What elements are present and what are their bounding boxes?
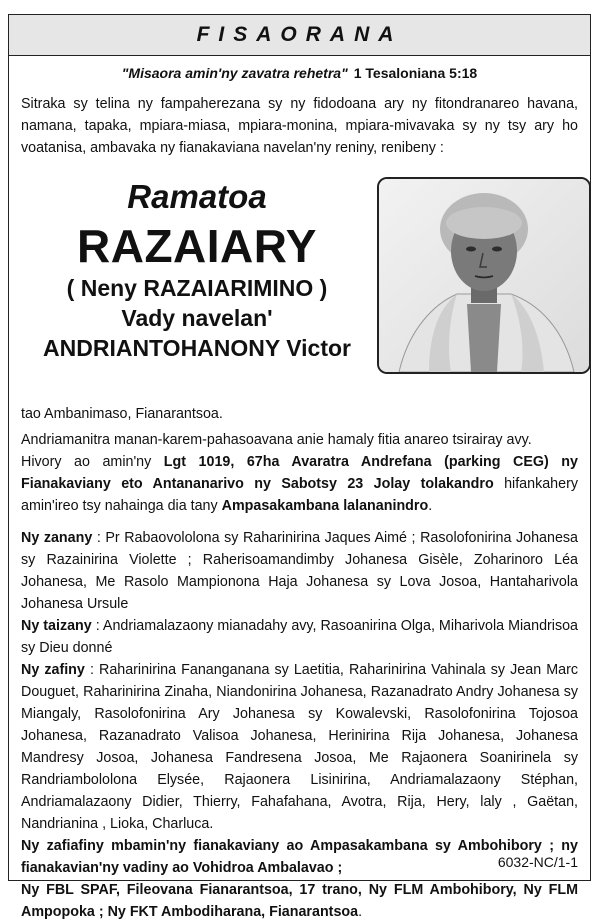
verse-reference: 1 Tesaloniana 5:18	[353, 65, 478, 81]
burial-text-2: hifankahery amin'ireo tsy nahainga dia tany	[21, 476, 578, 514]
burial-text-1: Hivory ao amin'ny	[21, 454, 164, 470]
foster-children-label: Ny taizany	[21, 618, 92, 634]
burial-location: Lgt 1019, 67ha Avaratra Andrefana (parking CEG) ny Fianakaviany eto Antananarivo ny Sabotsy 23 Jolay tolakandro	[21, 454, 578, 492]
foster-children-list: : Andriamalazaony mianadahy avy, Rasoanirina Olga, Miharivola Miandrisoa sy Dieu donné	[21, 618, 579, 656]
grandchildren-label: Ny zafiny	[21, 662, 85, 678]
organizations-paragraph	[21, 879, 578, 923]
grandchildren-paragraph	[21, 659, 578, 835]
obituary-notice	[8, 14, 591, 920]
spouse-name: ANDRIANTOHANONY Victor	[43, 335, 351, 361]
deceased-alias: ( Neny RAZAIARIMINO )	[66, 275, 328, 301]
bible-verse	[21, 65, 578, 81]
intro-paragraph: Sitraka sy telina ny fampaherezana sy ny fidodoana ary ny fitondranareo havana, namana, tapaka, mpiara-miasa, mpiara-monina, mpiara-mivavaka sy ny tsy ary ho voatanisa, ambavaka ny fianakaviana navelan'ny reniny, renibeny :	[21, 96, 578, 156]
verse-quote: "Misaora amin'ny zavatra rehetra"	[121, 65, 348, 81]
grandchildren-list: : Raharinirina Fananganana sy Laetitia, Raharinirina Vahinala sy Jean Marc Douguet, Raharinirina Zinaha, Niandonirina Johanesa, Razanadrato Andry Johanesa sy Miangaly, Rasolofonirina Ary Johanesa sy Kowalevski, Rasolofonirina Tojosoa Johanesa, Razanadrato Valisoa Johanesa, Herinirina Rija Johanesa, Johanesa Mandresy Josoa, Johanesa Fandresena Josoa, Me Rajaonera Soanirinela sy Randriambololona Elysée, Rajaonera Lisinirina, Andriamalazaony Stéphan, Andriamalazaony Didier, Thierry, Fahafahana, Avotra, Rija, Hery, laly , Gaëtan, Nandrianina , Lioka, Charluca.	[21, 662, 578, 832]
header-bar	[9, 15, 590, 56]
place-line: tao Ambanimaso, Fianarantsoa.	[21, 406, 223, 422]
deceased-names	[21, 177, 373, 363]
deceased-surname: RAZAIARY	[77, 220, 317, 272]
children-label: Ny zanany	[21, 530, 93, 546]
relation-label: Vady navelan'	[121, 305, 273, 331]
notice-body	[9, 65, 590, 923]
notice-title: FISAORANA	[196, 23, 403, 46]
deceased-block	[21, 177, 578, 403]
organizations-list: Ny FBL SPAF, Fileovana Fianarantsoa, 17 trano, Ny FLM Ambohibory, Ny FLM Ampopoka ; Ny FKT Ambodiharana, Fianarantsoa	[21, 882, 578, 920]
burial-end: .	[428, 498, 433, 514]
portrait-image	[379, 179, 589, 372]
burial-paragraph	[21, 451, 578, 517]
blessing-line: Andriamanitra manan-karem-pahasoavana anie hamaly fitia anareo tsirairay avy.	[21, 432, 532, 448]
great-grandchildren-paragraph: Ny zafiafiny mbamin'ny fianakaviany ao Ampasakambana sy Ambohibory ; ny fianakavian'ny vadiny ao Vohidroa Ambalavao ;	[21, 838, 578, 876]
foster-children-paragraph	[21, 615, 578, 659]
burial-destination: Ampasakambana lalananindro	[221, 498, 429, 514]
organizations-end: .	[358, 904, 363, 920]
children-list: : Pr Rabaovololona sy Raharinirina Jaques Aimé ; Rasolofonirina Johanesa sy Razainirina Violette ; Raherisoamandimby Johanesa Gisèle, Zoharinoro Léa Johanesa, Me Rasolo Mampionona Haja Johanesa sy Lova Josoa, Hantaharivola Johanesa Ursule	[21, 530, 579, 612]
portrait-photo	[377, 177, 591, 374]
reference-code: 6032-NC/1-1	[497, 854, 578, 870]
deceased-title: Ramatoa	[127, 178, 267, 215]
children-paragraph	[21, 527, 578, 615]
